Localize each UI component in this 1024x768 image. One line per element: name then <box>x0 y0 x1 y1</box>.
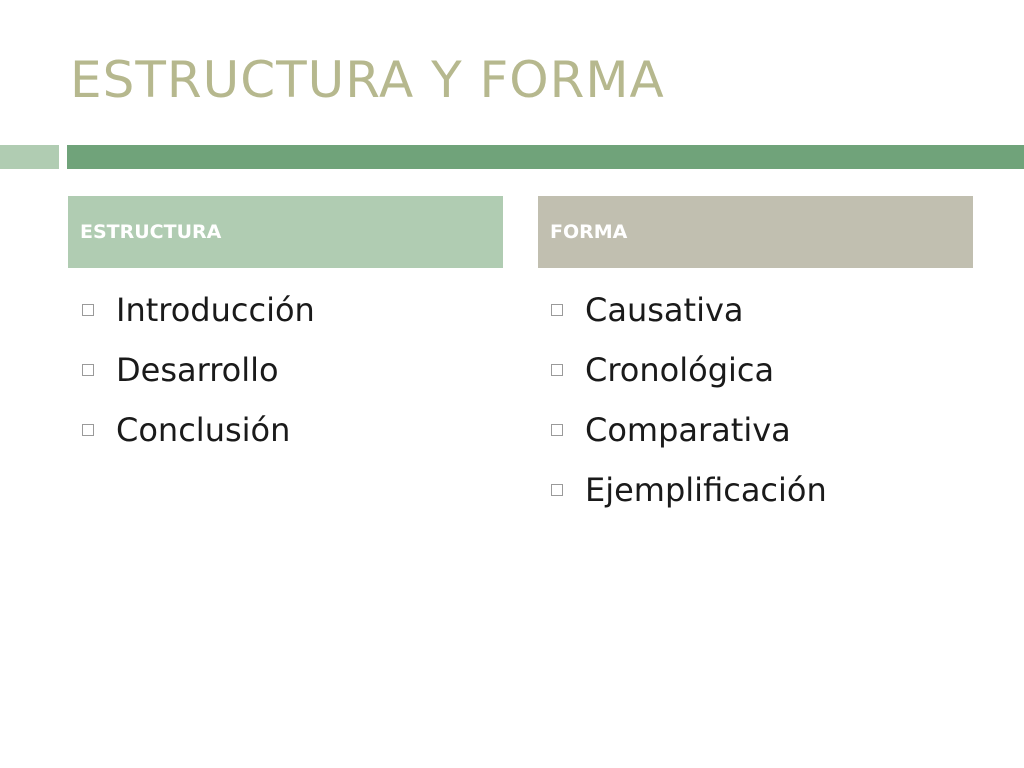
list-item <box>549 340 827 400</box>
list-item <box>80 400 315 460</box>
list-item-text: Ejemplificación <box>585 471 827 509</box>
column-header-estructura: ESTRUCTURA <box>68 196 503 268</box>
list-item-text: Cronológica <box>585 351 775 389</box>
list-item-text: Conclusión <box>116 411 291 449</box>
square-bullet-icon <box>82 424 94 436</box>
forma-list <box>549 280 827 520</box>
square-bullet-icon <box>551 364 563 376</box>
list-item <box>80 340 315 400</box>
square-bullet-icon <box>551 424 563 436</box>
accent-bar <box>67 145 1024 169</box>
list-item <box>549 280 827 340</box>
list-item-text: Comparativa <box>585 411 791 449</box>
list-item-text: Desarrollo <box>116 351 279 389</box>
list-item <box>549 400 827 460</box>
square-bullet-icon <box>551 304 563 316</box>
square-bullet-icon <box>82 364 94 376</box>
list-item-text: Causativa <box>585 291 744 329</box>
accent-bar-small <box>0 145 59 169</box>
square-bullet-icon <box>551 484 563 496</box>
list-item <box>549 460 827 520</box>
square-bullet-icon <box>82 304 94 316</box>
slide-title: ESTRUCTURA Y FORMA <box>70 51 665 109</box>
list-item-text: Introducción <box>116 291 315 329</box>
list-item <box>80 280 315 340</box>
estructura-list <box>80 280 315 460</box>
column-header-forma: FORMA <box>538 196 973 268</box>
